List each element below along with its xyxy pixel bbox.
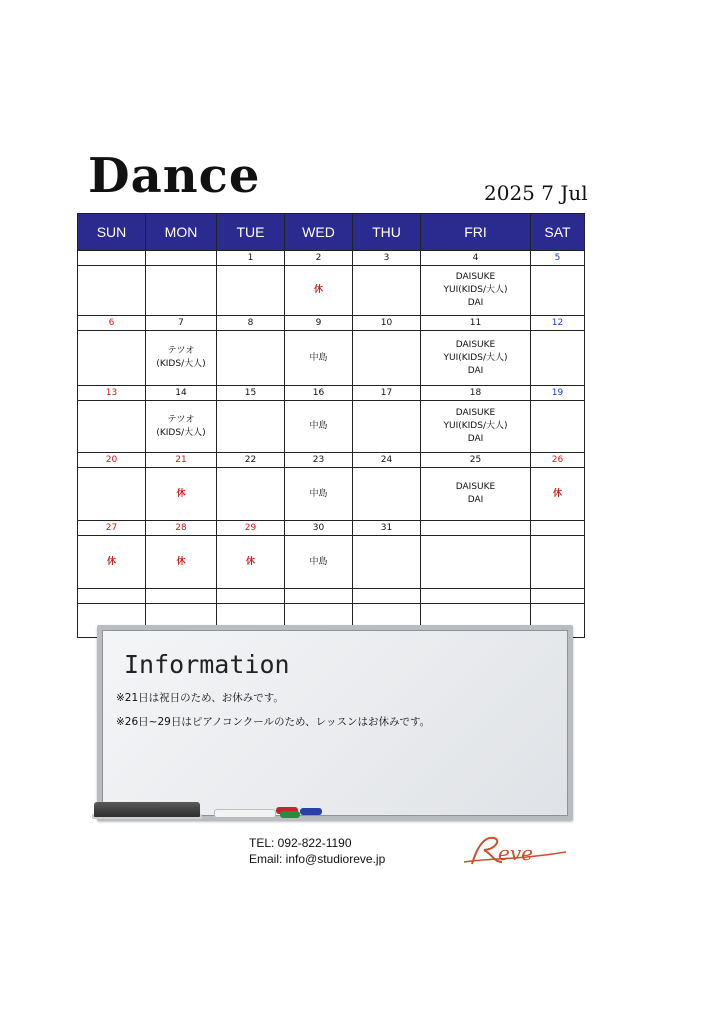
date-row <box>78 251 585 266</box>
date-number: 8 <box>217 316 285 331</box>
instructor-label: YUI(KIDS/大人) <box>443 352 508 363</box>
date-number: 13 <box>78 386 146 401</box>
reve-logo <box>458 828 570 874</box>
schedule-cell <box>285 331 353 386</box>
schedule-row <box>78 468 585 521</box>
schedule-cell <box>146 536 217 589</box>
date-number: 19 <box>531 386 585 401</box>
date-number: 25 <box>421 453 531 468</box>
schedule-row <box>78 331 585 386</box>
instructor-label: DAISUKE <box>455 482 496 492</box>
date-row <box>78 386 585 401</box>
date-number: 30 <box>285 521 353 536</box>
date-number: 15 <box>217 386 285 401</box>
date-number: 16 <box>285 386 353 401</box>
schedule-cell <box>285 536 353 589</box>
instructor-label: テツオ <box>167 346 195 356</box>
schedule-cell <box>78 536 146 589</box>
instructor-label: DAI <box>467 365 484 376</box>
holiday-label: 休 <box>176 488 186 499</box>
instructor-label: (KIDS/大人) <box>156 427 206 438</box>
schedule-cell <box>78 468 146 521</box>
holiday-label: 休 <box>106 556 116 567</box>
instructor-label: DAI <box>467 298 484 308</box>
instructor-label: 中島 <box>309 556 328 567</box>
schedule-cell <box>285 401 353 453</box>
schedule-row <box>78 536 585 589</box>
schedule-cell <box>217 401 285 453</box>
schedule-cell <box>421 468 531 521</box>
calendar-table <box>77 213 585 638</box>
date-number <box>421 589 531 604</box>
date-number <box>146 251 217 266</box>
schedule-cell <box>421 401 531 453</box>
instructor-label: テツオ <box>167 414 195 425</box>
information-note: ※21日は祝日のため、お休みです。 <box>116 692 284 704</box>
schedule-cell <box>353 468 421 521</box>
schedule-cell <box>78 401 146 453</box>
contact-email: Email: info@studioreve.jp <box>249 852 386 866</box>
contact-info <box>249 835 385 867</box>
schedule-cell <box>353 266 421 316</box>
date-number: 4 <box>421 251 531 266</box>
schedule-cell <box>217 331 285 386</box>
page-title: Dance <box>88 148 261 204</box>
schedule-cell <box>353 536 421 589</box>
instructor-label: DAI <box>467 495 484 505</box>
month-label: 2025 7 Jul <box>484 181 588 205</box>
instructor-label: DAISUKE <box>455 272 496 282</box>
date-number: 6 <box>78 316 146 331</box>
date-number <box>285 589 353 604</box>
date-number <box>531 521 585 536</box>
weekday-sat: SAT <box>531 214 585 251</box>
date-row <box>78 589 585 604</box>
date-number <box>146 589 217 604</box>
date-number <box>353 589 421 604</box>
holiday-label: 休 <box>552 488 562 499</box>
instructor-label: YUI(KIDS/大人) <box>443 421 508 431</box>
information-title: Information <box>124 650 290 679</box>
date-number: 23 <box>285 453 353 468</box>
marker-icon <box>300 808 322 815</box>
date-number: 24 <box>353 453 421 468</box>
logo-text: eve <box>498 841 533 865</box>
schedule-cell <box>421 331 531 386</box>
schedule-cell <box>217 536 285 589</box>
instructor-label: DAISUKE <box>455 339 496 350</box>
whiteboard-frame <box>97 625 573 821</box>
instructor-label: 中島 <box>309 488 328 499</box>
schedule-cell <box>421 266 531 316</box>
date-number: 29 <box>217 521 285 536</box>
schedule-cell <box>531 266 585 316</box>
schedule-cell <box>531 331 585 386</box>
holiday-label: 休 <box>245 556 255 567</box>
date-number: 9 <box>285 316 353 331</box>
date-number: 14 <box>146 386 217 401</box>
date-number: 5 <box>531 251 585 266</box>
information-note: ※26日~29日はピアノコンクールのため、レッスンはお休みです。 <box>116 716 431 728</box>
marker-icon <box>280 811 300 818</box>
schedule-cell <box>78 331 146 386</box>
schedule-cell <box>353 331 421 386</box>
date-number: 22 <box>217 453 285 468</box>
weekday-mon: MON <box>146 214 217 251</box>
weekday-tue: TUE <box>217 214 285 251</box>
weekday-fri: FRI <box>421 214 531 251</box>
schedule-cell <box>531 401 585 453</box>
date-number: 10 <box>353 316 421 331</box>
schedule-cell <box>285 468 353 521</box>
date-number: 20 <box>78 453 146 468</box>
date-number: 7 <box>146 316 217 331</box>
date-number: 18 <box>421 386 531 401</box>
schedule-row <box>78 401 585 453</box>
schedule-cell <box>531 468 585 521</box>
schedule-cell <box>146 266 217 316</box>
date-number: 31 <box>353 521 421 536</box>
date-number: 17 <box>353 386 421 401</box>
date-number: 21 <box>146 453 217 468</box>
instructor-label: 中島 <box>309 352 328 363</box>
schedule-cell <box>285 266 353 316</box>
date-number <box>421 521 531 536</box>
schedule-cell <box>146 468 217 521</box>
date-number: 3 <box>353 251 421 266</box>
date-number <box>531 589 585 604</box>
schedule-cell <box>353 401 421 453</box>
date-number: 27 <box>78 521 146 536</box>
schedule-cell <box>531 536 585 589</box>
schedule-cell <box>78 266 146 316</box>
date-number: 2 <box>285 251 353 266</box>
date-number: 1 <box>217 251 285 266</box>
instructor-label: DAISUKE <box>455 408 496 418</box>
schedule-cell <box>421 536 531 589</box>
contact-tel: TEL: 092-822-1190 <box>249 836 352 850</box>
date-row <box>78 521 585 536</box>
date-number: 12 <box>531 316 585 331</box>
date-number: 28 <box>146 521 217 536</box>
weekday-wed: WED <box>285 214 353 251</box>
eraser-icon <box>94 802 200 817</box>
date-number: 11 <box>421 316 531 331</box>
schedule-cell <box>146 401 217 453</box>
schedule-cell <box>217 468 285 521</box>
information-board <box>97 625 573 821</box>
instructor-label: (KIDS/大人) <box>156 359 206 369</box>
instructor-label: YUI(KIDS/大人) <box>443 285 508 295</box>
holiday-label: 休 <box>176 556 186 567</box>
weekday-header-row <box>78 214 585 251</box>
weekday-thu: THU <box>353 214 421 251</box>
schedule-cell <box>146 331 217 386</box>
instructor-label: 中島 <box>309 421 328 431</box>
schedule-row <box>78 266 585 316</box>
date-row <box>78 316 585 331</box>
marker-icon <box>214 809 276 818</box>
weekday-sun: SUN <box>78 214 146 251</box>
date-number <box>217 589 285 604</box>
instructor-label: DAI <box>467 434 484 444</box>
date-number: 26 <box>531 453 585 468</box>
holiday-label: 休 <box>313 285 323 295</box>
date-number <box>78 251 146 266</box>
schedule-cell <box>217 266 285 316</box>
date-row <box>78 453 585 468</box>
date-number <box>78 589 146 604</box>
